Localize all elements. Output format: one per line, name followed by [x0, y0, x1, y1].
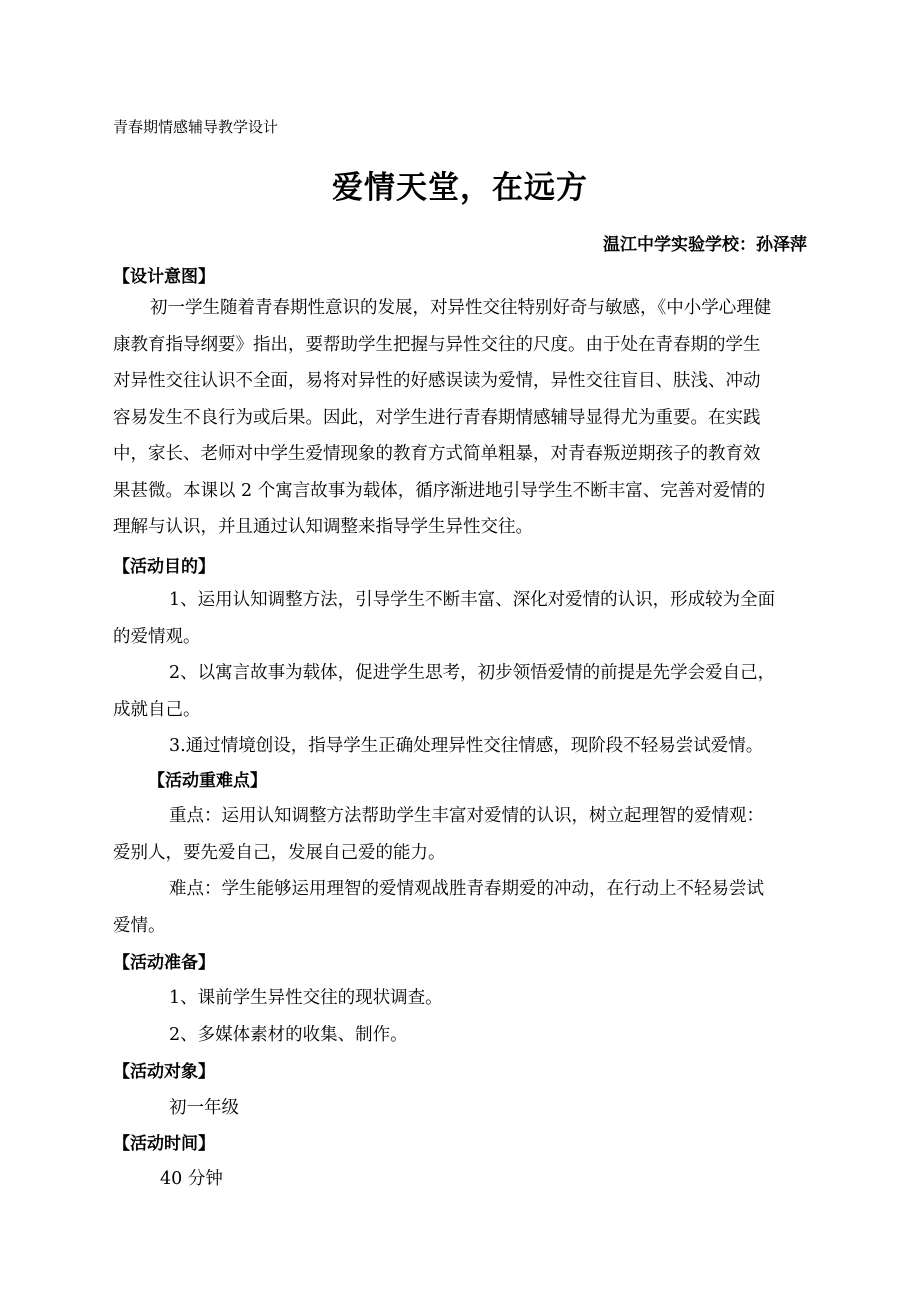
section-heading-design-intent: 【设计意图】 — [113, 267, 215, 287]
goal-item-2-line: 2、以寓言故事为载体，促进学生思考，初步领悟爱情的前提是先学会爱自己， — [169, 663, 776, 683]
paragraph-line: 容易发生不良行为或后果。因此，对学生进行青春期情感辅导显得尤为重要。在实践 — [113, 407, 761, 428]
goal-item-2-line: 成就自己。 — [113, 699, 201, 720]
header-note: 青春期情感辅导教学设计 — [113, 118, 279, 136]
paragraph-line: 初一学生随着青春期性意识的发展，对异性交往特别好奇与敏感，《中小学心理健 — [150, 298, 772, 318]
paragraph-line: 康教育指导纲要》指出，要帮助学生把握与异性交往的尺度。由于处在青春期的学生 — [113, 334, 761, 355]
paragraph-line: 理解与认识，并且通过认知调整来指导学生异性交往。 — [113, 517, 533, 537]
audience-value: 初一年级 — [169, 1098, 239, 1118]
design-intent-paragraph — [113, 290, 807, 546]
section-heading-key-points: 【活动重难点】 — [148, 771, 267, 791]
difficulty-point-line: 爱情。 — [113, 915, 166, 936]
section-heading-goals: 【活动目的】 — [113, 557, 215, 577]
goals-list — [113, 582, 807, 765]
paragraph-line: 中，家长、老师对中学生爱情现象的教育方式简单粗暴，对青春叛逆期孩子的教育效 — [113, 444, 761, 464]
difficulty-point-line: 难点：学生能够运用理智的爱情观战胜青春期爱的冲动，在行动上不轻易尝试 — [169, 879, 764, 899]
goal-item-3: 3.通过情境创设，指导学生正确处理异性交往情感，现阶段不轻易尝试爱情。 — [169, 736, 764, 756]
preparation-item: 1、课前学生异性交往的现状调查。 — [169, 988, 443, 1008]
preparation-list — [113, 980, 807, 1053]
key-points-body — [113, 798, 807, 944]
section-heading-duration: 【活动时间】 — [113, 1134, 215, 1154]
duration-value: 40 分钟 — [160, 1169, 223, 1189]
goal-item-1-line: 1、运用认知调整方法，引导学生不断丰富、深化对爱情的认识，形成较为全面 — [169, 590, 776, 610]
author-line: 温江中学实验学校：孙泽萍 — [603, 235, 807, 255]
paragraph-line: 对异性交往认识不全面，易将对异性的好感误读为爱情，异性交往盲目、肤浅、冲动 — [113, 371, 761, 391]
section-heading-preparation: 【活动准备】 — [113, 953, 215, 973]
paragraph-line: 果甚微。本课以 2 个寓言故事为载体，循序渐进地引导学生不断丰富、完善对爱情的 — [113, 480, 766, 501]
section-heading-audience: 【活动对象】 — [113, 1062, 215, 1082]
document-title: 爱情天堂，在远方 — [332, 170, 588, 206]
preparation-item: 2、多媒体素材的收集、制作。 — [169, 1024, 408, 1045]
focus-point-line: 重点：运用认知调整方法帮助学生丰富对爱情的认识，树立起理智的爱情观： — [169, 806, 764, 826]
goal-item-1-line: 的爱情观。 — [113, 626, 201, 647]
focus-point-line: 爱别人，要先爱自己，发展自己爱的能力。 — [113, 842, 446, 863]
